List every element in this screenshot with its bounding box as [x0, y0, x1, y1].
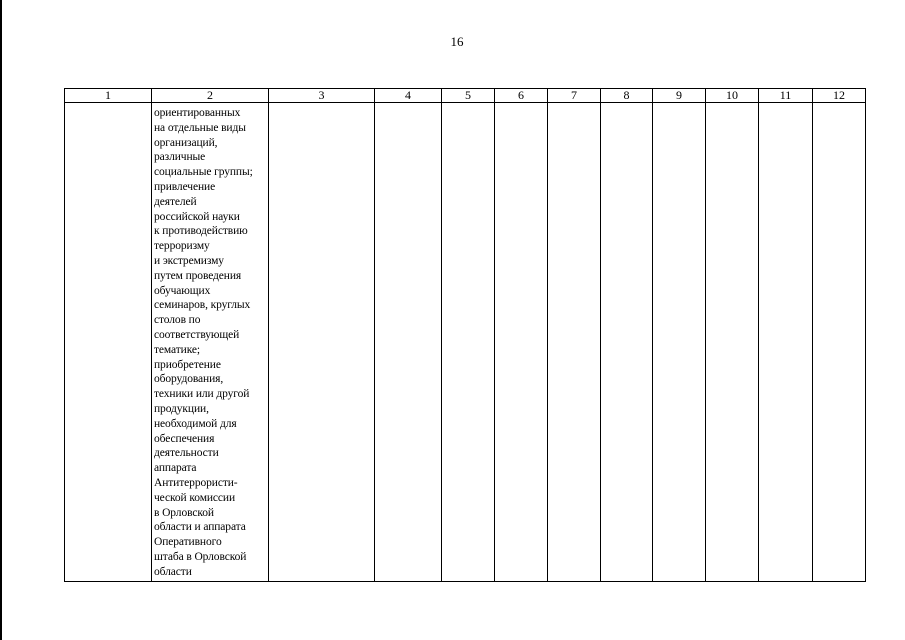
data-table-container	[64, 88, 865, 582]
col-2-line: российской науки	[154, 210, 240, 223]
table-header-row	[65, 89, 866, 103]
col-2-line: соответствующей	[154, 328, 240, 341]
header-cell-4: 4	[375, 89, 442, 103]
col-2-line: аппарата	[154, 462, 197, 475]
col-2-line: Оперативного	[154, 536, 222, 549]
page-left-edge-line	[0, 0, 2, 640]
header-cell-6: 6	[495, 89, 548, 103]
col-2-line: привлечение	[154, 180, 216, 193]
cell-col-5	[442, 103, 495, 582]
cell-col-12	[813, 103, 866, 582]
col-2-line: различные	[154, 151, 206, 164]
col-2-line: социальные группы;	[154, 166, 253, 179]
header-cell-1: 1	[65, 89, 152, 103]
col-2-line: области	[154, 565, 192, 578]
cell-col-3	[269, 103, 375, 582]
col-2-line: обеспечения	[154, 432, 215, 445]
col-2-line: терроризму	[154, 240, 210, 253]
header-cell-10: 10	[706, 89, 759, 103]
col-2-line: штаба в Орловской	[154, 550, 247, 563]
header-cell-8: 8	[601, 89, 653, 103]
cell-col-11	[759, 103, 813, 582]
col-2-line: ческой комиссии	[154, 491, 236, 504]
col-2-line: продукции,	[154, 402, 209, 415]
col-2-line: к противодействию	[154, 225, 248, 238]
cell-col-7	[548, 103, 601, 582]
cell-col-2	[152, 103, 269, 582]
col-2-line: в Орловской	[154, 506, 214, 519]
col-2-line: приобретение	[154, 358, 221, 371]
col-2-text	[152, 103, 268, 580]
col-2-line: техники или другой	[154, 388, 250, 401]
col-2-line: семинаров, круглых	[154, 299, 251, 312]
header-cell-11: 11	[759, 89, 813, 103]
col-2-line: деятельности	[154, 447, 219, 460]
table-row	[65, 103, 866, 582]
cell-col-9	[653, 103, 706, 582]
col-2-line: столов по	[154, 314, 201, 327]
col-2-line: области и аппарата	[154, 521, 246, 534]
data-table	[64, 88, 866, 582]
col-2-line: деятелей	[154, 195, 197, 208]
col-2-line: и экстремизму	[154, 254, 224, 267]
header-cell-7: 7	[548, 89, 601, 103]
header-cell-9: 9	[653, 89, 706, 103]
col-2-line: организаций,	[154, 136, 218, 149]
cell-col-1	[65, 103, 152, 582]
cell-col-4	[375, 103, 442, 582]
col-2-line: Антитеррористи-	[154, 476, 238, 489]
cell-col-10	[706, 103, 759, 582]
cell-col-6	[495, 103, 548, 582]
col-2-line: путем проведения	[154, 269, 242, 282]
page-number: 16	[450, 34, 464, 49]
col-2-line: оборудования,	[154, 373, 224, 386]
header-cell-5: 5	[442, 89, 495, 103]
col-2-line: необходимой для	[154, 417, 237, 430]
col-2-line: ориентированных	[154, 107, 241, 119]
header-cell-2: 2	[152, 89, 269, 103]
header-cell-3: 3	[269, 89, 375, 103]
header-cell-12: 12	[813, 89, 866, 103]
cell-col-8	[601, 103, 653, 582]
col-2-line: на отдельные виды	[154, 121, 246, 134]
col-2-line: обучающих	[154, 284, 211, 297]
col-2-line: тематике;	[154, 343, 201, 356]
